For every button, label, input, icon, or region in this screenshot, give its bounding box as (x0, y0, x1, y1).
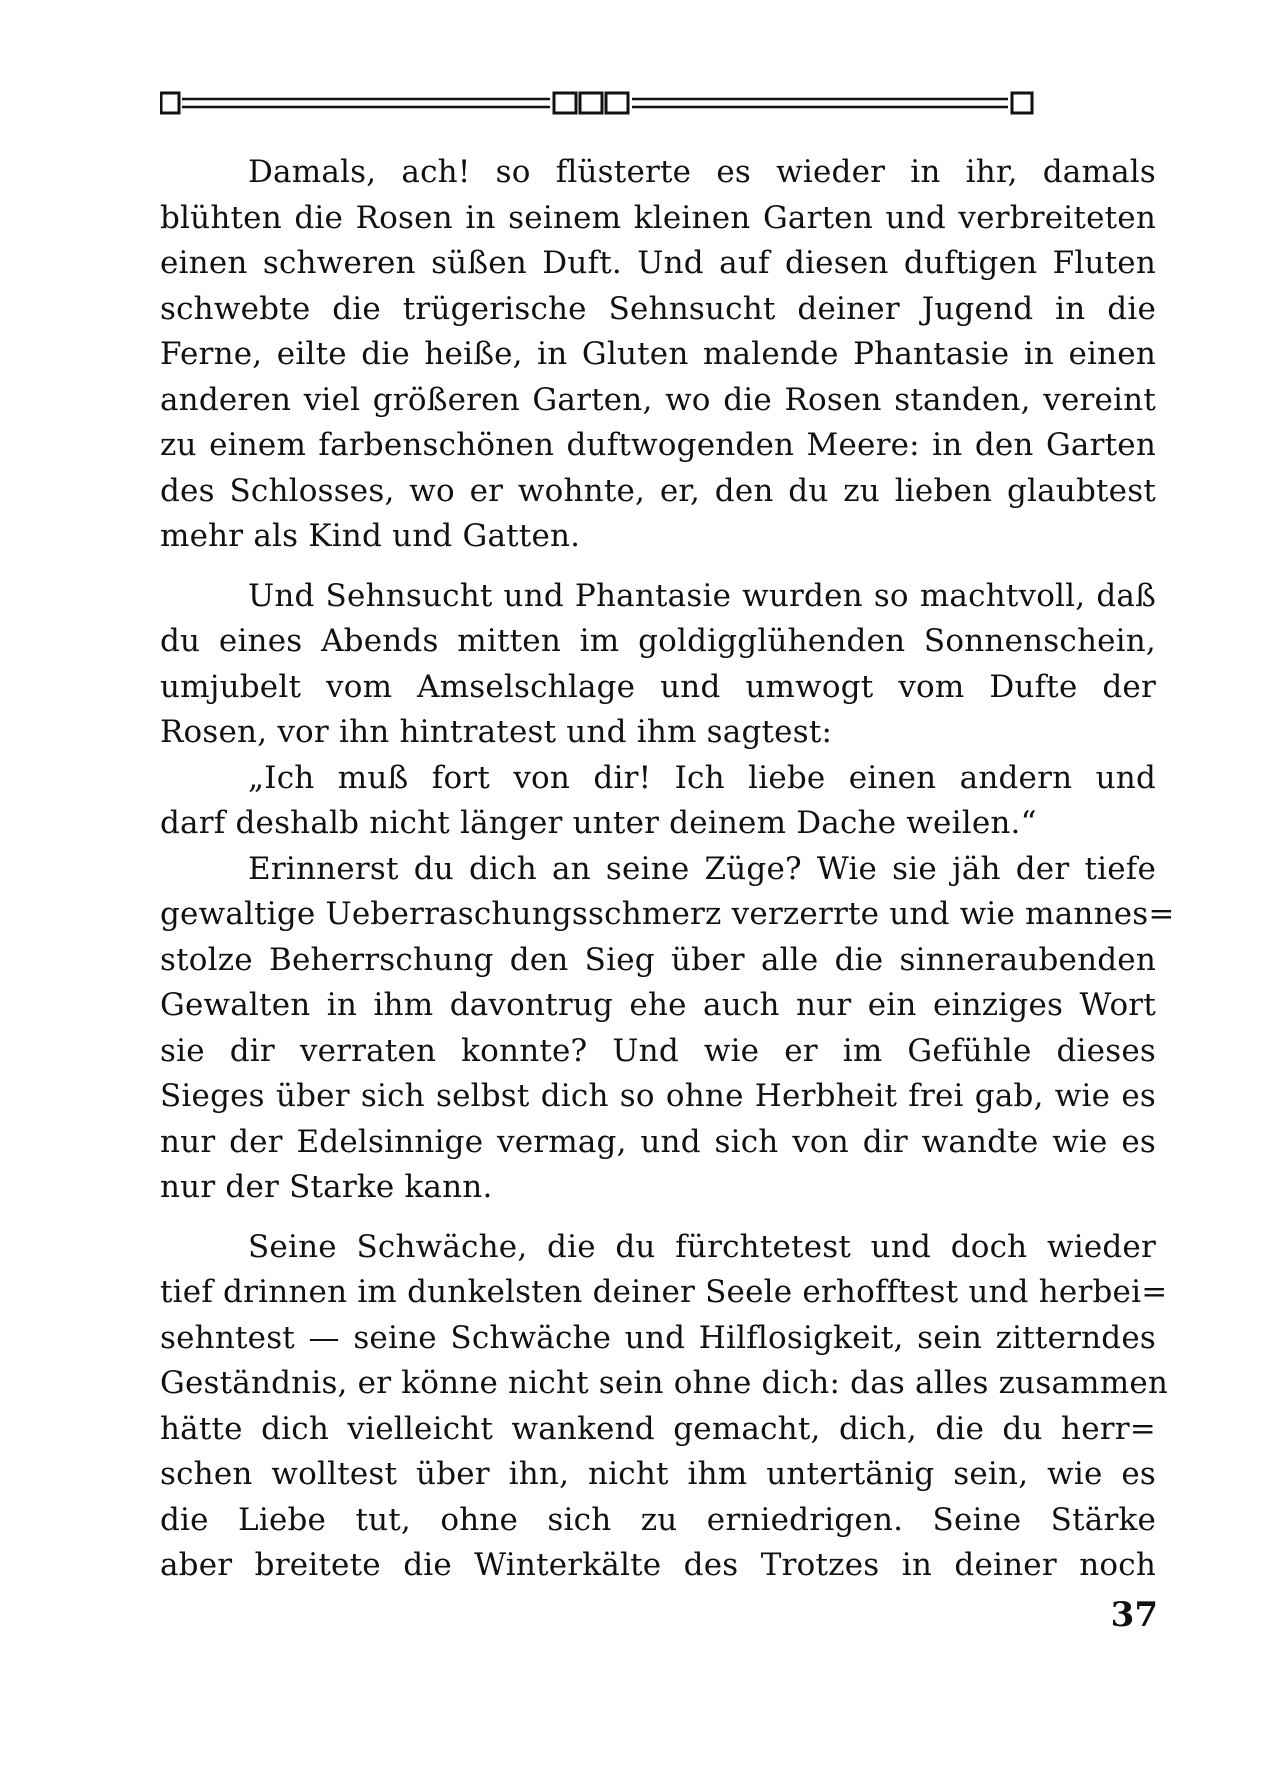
ornament-square-center-3 (606, 93, 628, 113)
text-line: aber breitete die Winterkälte des Trotzes in deiner noch (160, 1547, 1156, 1583)
ornament-rule-graphic (160, 88, 1156, 118)
paragraph-2 (160, 574, 1156, 756)
text-line: zu einem farbenschönen duftwogenden Meere: in den Garten (160, 427, 1156, 463)
text-line: tief drinnen im dunkelsten deiner Seele erhofftest und herbei= (160, 1274, 1168, 1310)
text-line: gewaltige Ueberraschungsschmerz verzerrte und wie mannes= (160, 896, 1175, 932)
text-line: stolze Beherrschung den Sieg über alle die sinneraubenden (160, 941, 1156, 978)
body-text (160, 150, 1175, 1589)
paragraph-1 (160, 150, 1156, 560)
text-line: umjubelt vom Amselschlage und umwogt vom Dufte der (160, 668, 1156, 705)
paragraph-3-quote (160, 756, 1156, 847)
text-line: Gewalten in ihm davontrug ehe auch nur ein einziges Wort (160, 987, 1156, 1023)
text-line: sie dir verraten konnte? Und wie er im Gefühle dieses (160, 1032, 1156, 1069)
text-line: du eines Abends mitten im goldigglühenden Sonnenschein, (160, 623, 1156, 659)
text-line: Erinnerst du dich an seine Züge? Wie sie jäh der tiefe (248, 850, 1156, 887)
text-line: hätte dich vielleicht wankend gemacht, dich, die du herr= (160, 1410, 1156, 1447)
ornament-square-right (1012, 93, 1032, 113)
page-number: 37 (1110, 1595, 1158, 1635)
paragraph-4 (160, 847, 1175, 1211)
text-line: Und Sehnsucht und Phantasie wurden so machtvoll, daß (248, 577, 1156, 614)
ornament-square-center-1 (554, 93, 576, 113)
text-line: nur der Starke kann. (160, 1169, 493, 1205)
text-line: des Schlosses, wo er wohnte, er, den du zu lieben glaubtest (160, 472, 1156, 509)
text-line: Rosen, vor ihn hintratest und ihm sagtest: (160, 714, 833, 750)
text-line: Seine Schwäche, die du fürchtetest und doch wieder (248, 1228, 1156, 1265)
text-line: Damals, ach! so flüsterte es wieder in ihr, damals (248, 154, 1156, 190)
text-line: „Ich muß fort von dir! Ich liebe einen andern und (248, 759, 1156, 796)
text-line: Ferne, eilte die heiße, in Gluten malende Phantasie in einen (160, 336, 1156, 372)
text-line: Geständnis, er könne nicht sein ohne dich: das alles zusammen (160, 1365, 1169, 1401)
text-line: schwebte die trügerische Sehnsucht deiner Jugend in die (160, 290, 1156, 327)
ornament-square-center-2 (580, 93, 602, 113)
text-line: blühten die Rosen in seinem kleinen Garten und verbreiteten (160, 199, 1156, 236)
text-line: mehr als Kind und Gatten. (160, 518, 581, 554)
paragraph-5 (160, 1225, 1169, 1589)
text-line: die Liebe tut, ohne sich zu erniedrigen. Seine Stärke (160, 1501, 1156, 1538)
ornament-square-left (161, 93, 179, 113)
text-line: darf deshalb nicht länger unter deinem Dache weilen.“ (160, 805, 1037, 841)
ornamental-header-rule (160, 88, 1156, 118)
text-line: schen wolltest über ihn, nicht ihm untertänig sein, wie es (160, 1456, 1156, 1492)
text-line: nur der Edelsinnige vermag, und sich von dir wandte wie es (160, 1123, 1156, 1160)
text-line: Sieges über sich selbst dich so ohne Herbheit frei gab, wie es (160, 1078, 1156, 1114)
text-line: einen schweren süßen Duft. Und auf diesen duftigen Fluten (160, 245, 1156, 281)
text-line: anderen viel größeren Garten, wo die Rosen standen, vereint (160, 381, 1156, 418)
text-line: sehntest — seine Schwäche und Hilflosigkeit, sein zitterndes (160, 1319, 1156, 1356)
